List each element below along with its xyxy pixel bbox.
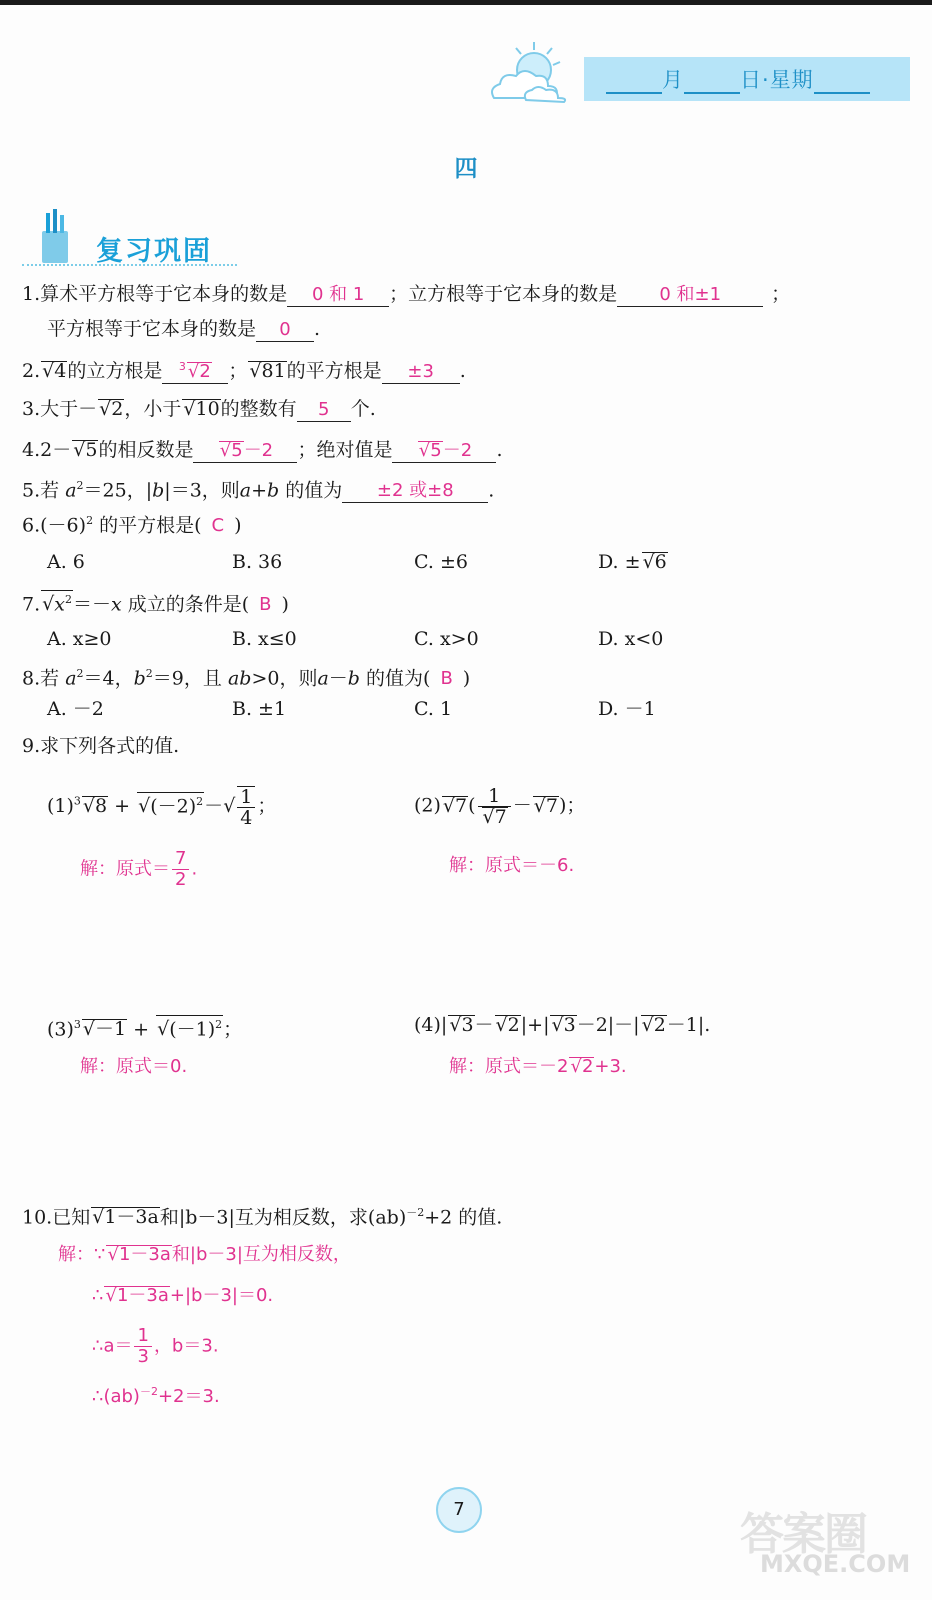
q2-answer-1: $^3$√ 2: [162, 356, 228, 384]
question-6: $6.(-6)^2$ 的平方根是( C ): [22, 514, 242, 537]
page-number: 7: [436, 1487, 482, 1533]
question-7: 7.√ $x^2=-x$ 成立的条件是( B ): [22, 590, 289, 618]
question-1-line-2: 平方根等于它本身的数是 0 .: [47, 318, 321, 340]
q6-option-c: C. ±6: [414, 551, 468, 573]
week-blank[interactable]: [814, 70, 870, 94]
q1-answer-3: 0: [256, 319, 314, 342]
q9-part-4: (4)|√ 3－√ 2|+|√ 3－2|－|√ 2－1|.: [414, 1012, 710, 1038]
q6-option-b: B. 36: [232, 551, 283, 573]
q7-answer: B: [259, 594, 272, 616]
question-10: 10.已知√ 1－3a和|b－3|互为相反数，求(ab)$^{-2}$+2 的值.: [22, 1200, 502, 1230]
q4-answer-2: √ 5－2: [392, 440, 496, 463]
q9-part-4-solution: 解：原式＝－2√ 2+3.: [449, 1054, 627, 1080]
q7-option-c: C. x>0: [414, 628, 479, 650]
week-label: 星期: [769, 68, 814, 92]
question-3: 3.大于－√ 2，小于√ 10的整数有 5 个.: [22, 396, 376, 422]
q3-answer: 5: [297, 399, 351, 422]
question-8: 8.若 $a^2=4$，$b^2=9$，且 ab>0，则a－b 的值为( B ): [22, 667, 471, 690]
pen-holder-icon: [34, 207, 78, 265]
watermark-logo: 答案圈: [740, 1509, 866, 1560]
q10-solution-step-4: ∴(ab)$^{-2}$+2＝3.: [92, 1385, 220, 1407]
q8-option-b: B. ±1: [232, 698, 287, 720]
q7-option-d: D. x<0: [598, 628, 664, 650]
month-blank[interactable]: [606, 70, 662, 94]
question-5: 5.若 $a^2=25$，|b|＝3，则a+b 的值为 ±2 或±8 .: [22, 479, 495, 502]
q8-answer: B: [440, 668, 453, 690]
month-label: 月: [662, 68, 684, 92]
q10-solution-step-3: ∴a＝ $\frac{1}{3}$ ，b＝3.: [92, 1325, 219, 1367]
q8-option-d: D. －1: [598, 698, 656, 720]
q9-part-3-solution: 解：原式＝0.: [80, 1056, 188, 1077]
q8-option-a: A. －2: [47, 698, 104, 720]
date-fields: [606, 64, 870, 94]
q6-answer: C: [211, 515, 225, 537]
top-border: [0, 0, 932, 5]
q9-part-2: (2)√ 7( 1 √ 7 －√ 7)；: [414, 786, 585, 827]
q8-option-c: C. 1: [414, 698, 453, 720]
question-4: 4.2－√ 5的相反数是√ 5－2 ；绝对值是√ 5－2 .: [22, 437, 503, 463]
question-9: 9.求下列各式的值.: [22, 735, 180, 757]
q9-part-1-solution: 解：原式＝ $\frac{7}{2}$ .: [80, 848, 198, 890]
q6-option-a: A. 6: [47, 551, 85, 573]
q2-answer-2: ±3: [382, 361, 460, 384]
q5-answer: ±2 或±8: [342, 480, 488, 503]
q4-answer-1: √ 5－2: [193, 440, 297, 463]
dot-separator: ·: [762, 68, 770, 92]
day-label: 日: [740, 68, 762, 92]
section-title: 复习巩固: [96, 236, 212, 267]
q10-solution-step-2: ∴√ 1－3a+|b－3|＝0.: [92, 1283, 273, 1309]
q7-option-a: A. x≥0: [47, 628, 112, 650]
q9-part-1: $(1)^3√$ 8 + √ $(-2)^2-√$ $\frac{1}{4}$ ；: [47, 786, 276, 828]
section-underline: [22, 262, 237, 266]
q7-option-b: B. x≤0: [232, 628, 297, 650]
q1-answer-2: 0 和±1: [617, 284, 763, 307]
day-blank[interactable]: [684, 70, 740, 94]
q9-part-2-solution: 解：原式＝－6.: [449, 855, 575, 876]
q9-part-3: $(3)^3√ -1$ + √ $(-1)^2$；: [47, 1012, 242, 1042]
question-1-line-1: 1.算术平方根等于它本身的数是 0 和 1 ；立方根等于它本身的数是 0 和±1 ；: [22, 283, 791, 305]
question-2: 2.√ 4的立方根是 $^3$√ 2 ；√ 81的平方根是 ±3 .: [22, 356, 466, 384]
sun-cloud-icon: [486, 40, 572, 104]
q6-option-d: D. ±√ 6: [598, 549, 668, 575]
page-title: 四: [454, 156, 478, 182]
q1-answer-1: 0 和 1: [287, 284, 389, 307]
watermark-url: MXQE.COM: [760, 1550, 911, 1578]
q10-solution-step-1: 解：∵√ 1－3a和|b－3|互为相反数，: [58, 1242, 351, 1268]
